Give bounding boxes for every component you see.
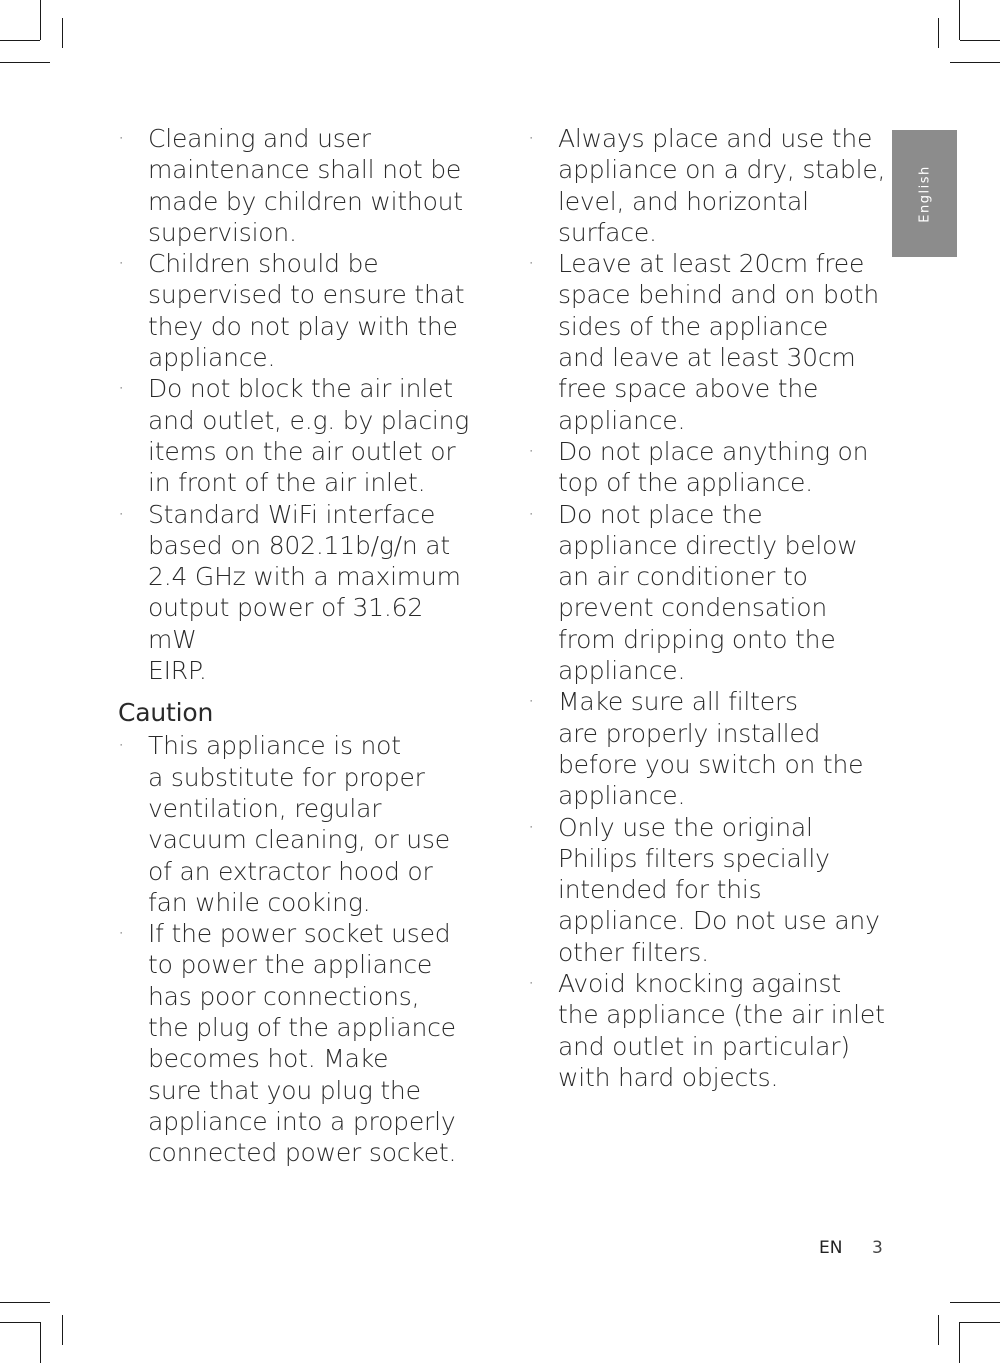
bullet-icon: · xyxy=(528,438,535,463)
list-item-text: Standard WiFi interface based on 802.11b/g/n at 2.4 GHz with a maximum output power of 31.62 mW EIRP. xyxy=(148,499,461,686)
crop-mark-top-left-h xyxy=(0,40,40,41)
list-item-text: Avoid knocking against the appliance (the air inlet and outlet in particular) with hard objects. xyxy=(558,969,885,1092)
list-item xyxy=(528,436,890,499)
list-item xyxy=(528,686,890,811)
crop-mark-bottom-left-v2 xyxy=(62,1315,63,1345)
list-item xyxy=(528,812,890,968)
list-item xyxy=(118,373,473,498)
crop-mark-top-right-v xyxy=(959,0,960,40)
bullet-icon: · xyxy=(118,126,125,150)
bullet-icon: · xyxy=(118,251,125,276)
list-item-text: This appliance is not a substitute for proper ventilation, regular vacuum cleaning, or use of an extractor hood or fan while cooking. xyxy=(148,731,450,917)
list-item-text: If the power socket used to power the appliance has poor connections, the plug of the appliance becomes hot. Make sure that you plug the appliance into a properly connected power socket. xyxy=(148,919,457,1168)
left-column xyxy=(118,123,473,1169)
bullet-icon: · xyxy=(118,921,125,946)
list-item-text: Do not place the appliance directly below an air conditioner to prevent condensation from dripping onto the appliance. xyxy=(558,499,858,686)
bullet-icon: · xyxy=(528,251,535,276)
bullet-icon: · xyxy=(528,814,535,839)
crop-mark-top-left-v xyxy=(40,0,41,40)
caution-heading: Caution xyxy=(118,698,214,728)
crop-mark-bottom-right-h xyxy=(950,1302,1000,1303)
crop-mark-top-left-h2 xyxy=(0,62,50,63)
crop-mark-top-right-v2 xyxy=(938,18,939,48)
crop-mark-bottom-right-h2 xyxy=(960,1322,1000,1323)
list-item xyxy=(118,918,473,1168)
list-item-text: Make sure all filters are properly installed before you switch on the appliance. xyxy=(558,687,864,811)
safety-list-left xyxy=(118,123,473,686)
safety-list-right xyxy=(528,123,890,1093)
list-item xyxy=(528,968,890,1093)
bullet-icon: · xyxy=(528,971,535,996)
crop-mark-bottom-right-v2 xyxy=(938,1315,939,1345)
list-item xyxy=(118,248,473,373)
language-tab-label: English xyxy=(917,164,932,223)
bullet-icon: · xyxy=(118,501,125,526)
list-item-text: Children should be supervised to ensure that they do not play with the appliance. xyxy=(148,249,465,373)
list-item xyxy=(528,248,890,436)
bullet-icon: · xyxy=(528,689,535,714)
list-item xyxy=(118,123,473,248)
list-item-text: Do not place anything on top of the appliance. xyxy=(558,436,869,498)
bullet-icon: · xyxy=(118,376,125,401)
list-item-text: Always place and use the appliance on a dry, stable, level, and horizontal surface. xyxy=(558,124,886,247)
list-item-text: Cleaning and user maintenance shall not be made by children without supervision. xyxy=(148,124,463,247)
right-column xyxy=(528,123,890,1093)
language-tab xyxy=(892,130,957,257)
list-item xyxy=(528,499,890,687)
page-number: 3 xyxy=(872,1238,883,1258)
list-item-text: Do not block the air inlet and outlet, e.g. by placing items on the air outlet or in front of the air inlet. xyxy=(148,374,470,498)
list-item-text: Only use the original Philips filters specially intended for this appliance. Do not use any other filters. xyxy=(558,812,880,967)
crop-mark-bottom-left-h xyxy=(0,1302,50,1303)
list-item xyxy=(118,499,473,687)
list-item xyxy=(528,123,890,248)
crop-mark-top-right-h2 xyxy=(950,62,1000,63)
crop-mark-bottom-right-v xyxy=(959,1322,960,1363)
crop-mark-bottom-left-v xyxy=(40,1322,41,1363)
crop-mark-top-left-v2 xyxy=(62,18,63,48)
bullet-icon: · xyxy=(528,126,535,150)
list-item-text: Leave at least 20cm free space behind and on both sides of the appliance and leave at least 30cm free space above the appliance. xyxy=(558,249,880,435)
bullet-icon: · xyxy=(528,501,535,526)
crop-mark-bottom-left-h2 xyxy=(0,1322,40,1323)
list-item xyxy=(118,730,473,918)
caution-list xyxy=(118,730,473,1168)
crop-mark-top-right-h xyxy=(960,40,1000,41)
bullet-icon: · xyxy=(118,733,125,758)
footer-language-code: EN xyxy=(819,1238,843,1258)
